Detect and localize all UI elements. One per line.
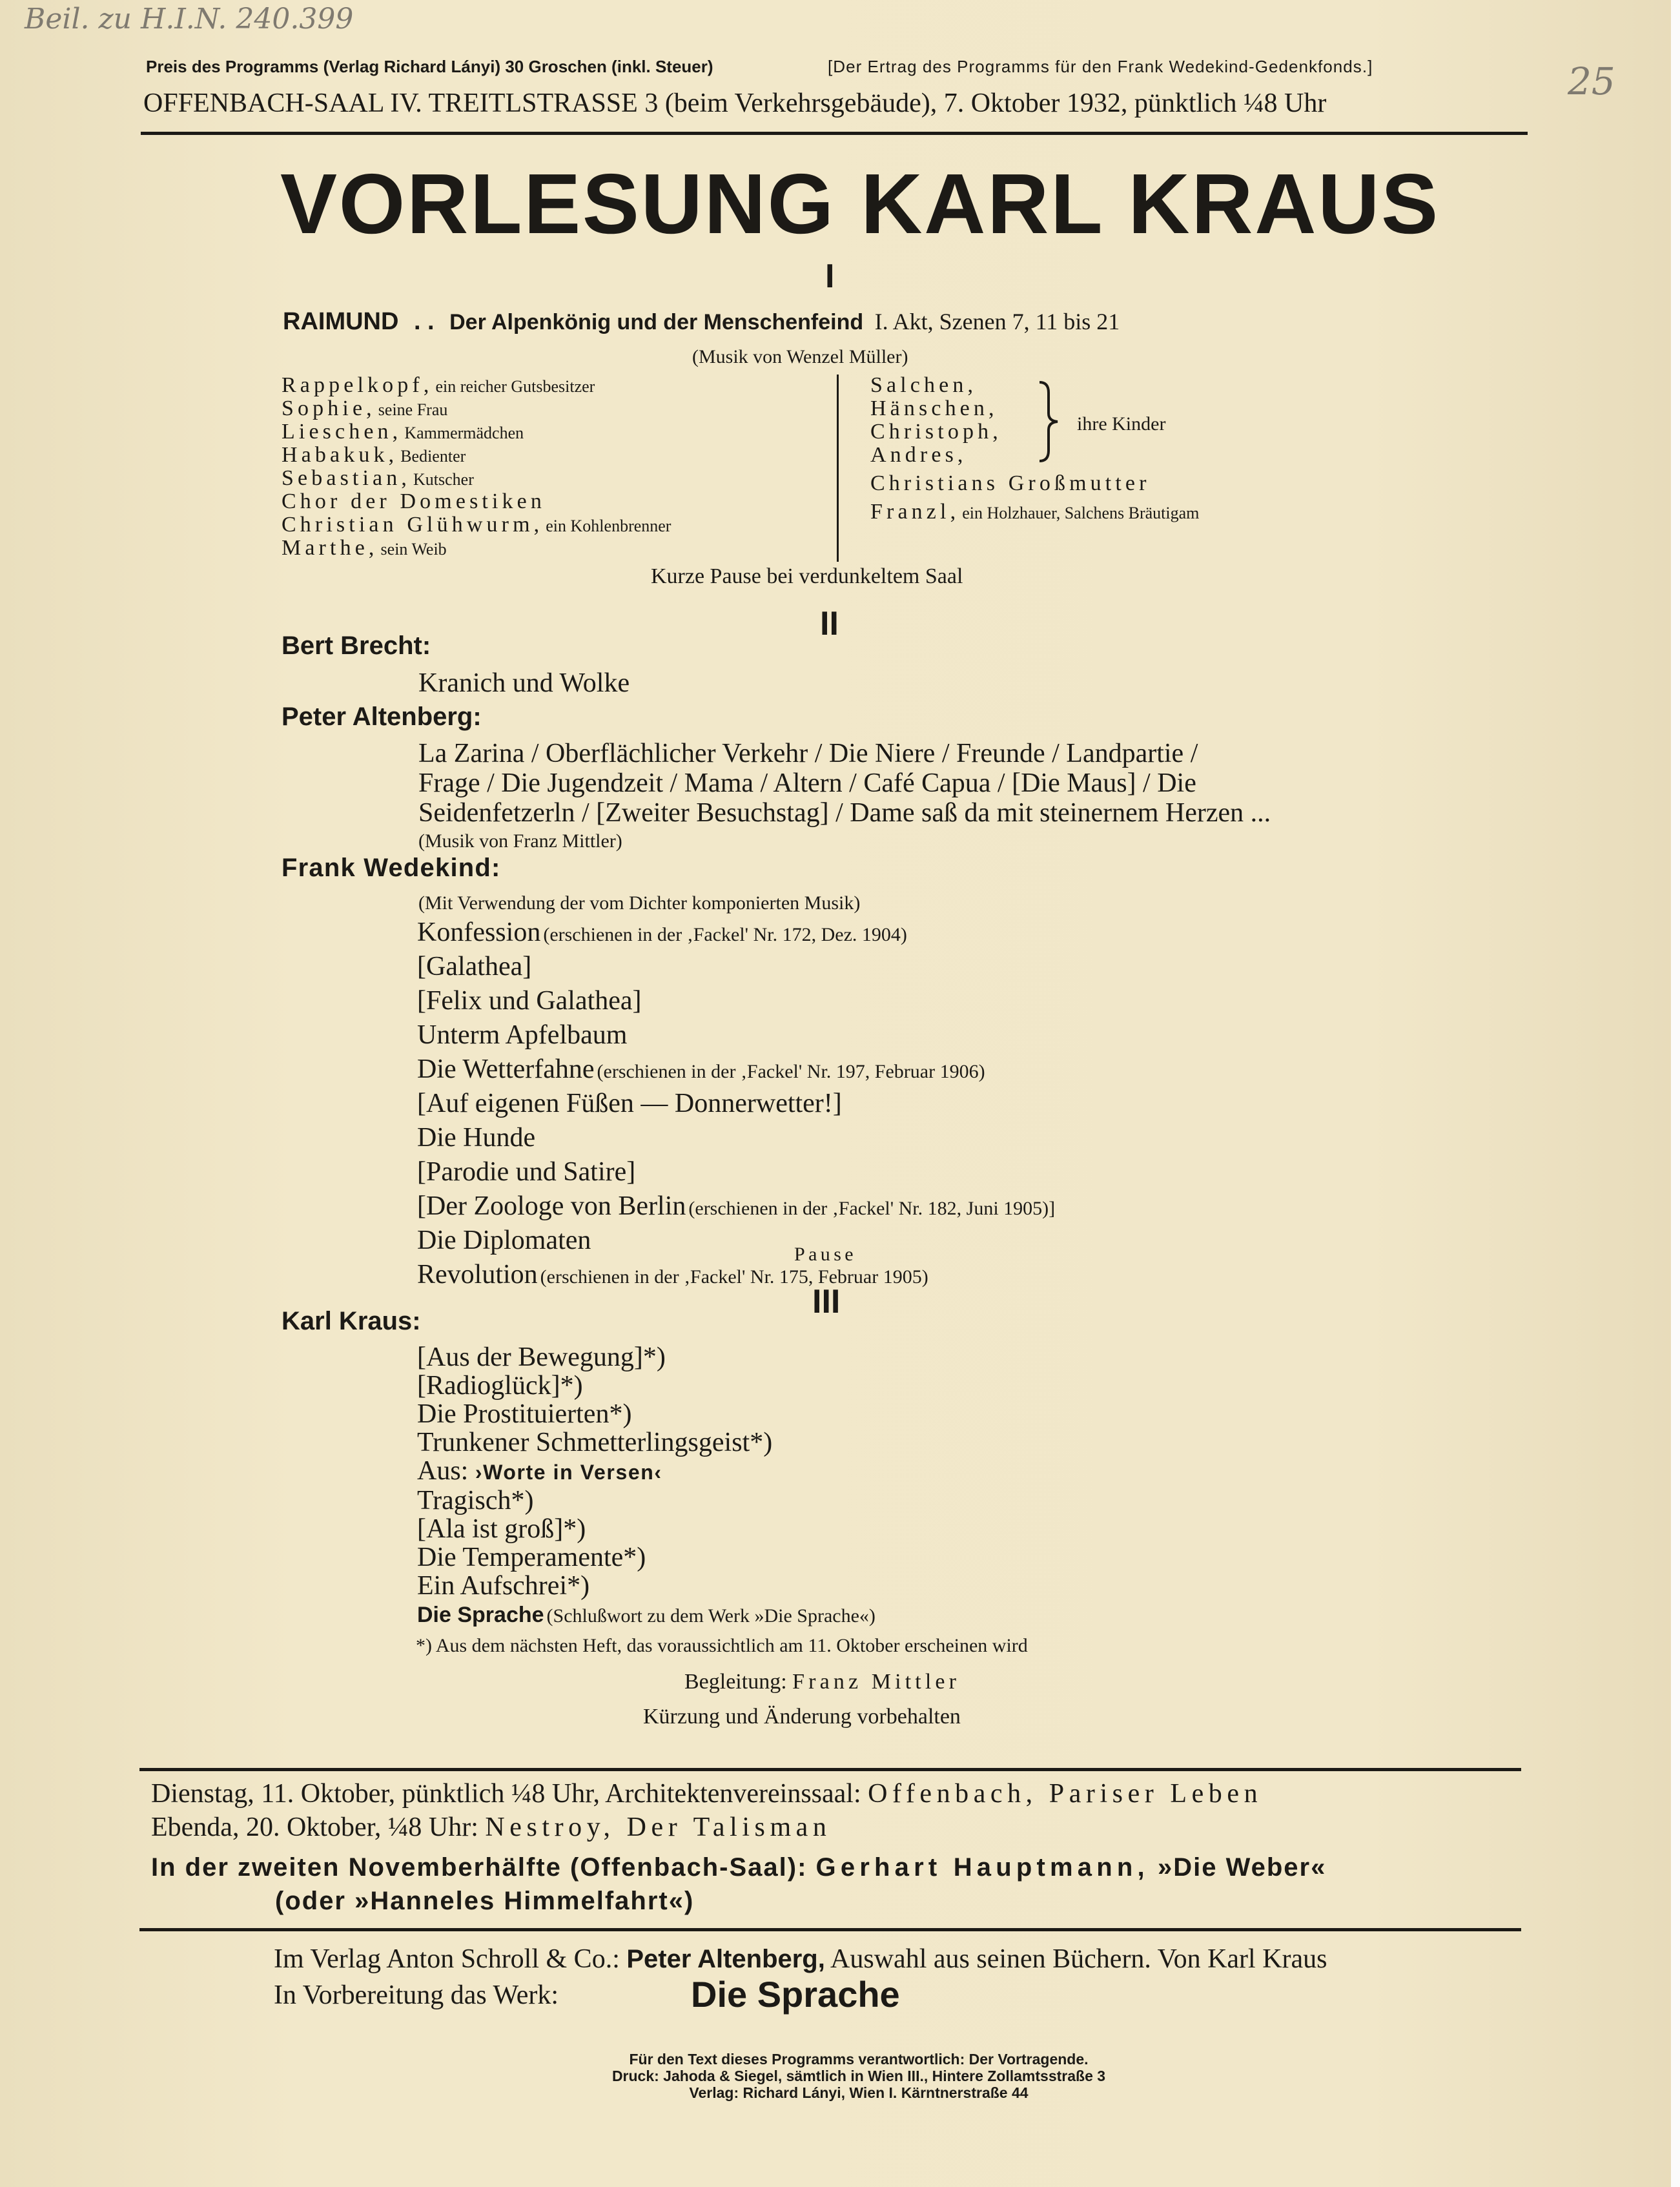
wedekind-item: Die Hunde	[417, 1123, 536, 1153]
announcement-4: (oder »Hanneles Himmelfahrt«)	[275, 1887, 695, 1915]
cast-item: Sebastian, Kutscher	[282, 466, 474, 490]
altenberg-line: Seidenfetzerln / [Zweiter Besuchstag] / Dame saß da mit steinernem Herzen ...	[418, 798, 1271, 828]
author-brecht: Bert Brecht:	[282, 631, 431, 660]
publisher-line-2: In Vorbereitung das Werk:	[274, 1980, 559, 2010]
cast-child: Hänschen,	[870, 396, 998, 420]
curly-brace-icon	[1036, 380, 1061, 464]
children-label: ihre Kinder	[1077, 413, 1166, 435]
work-alpenkoenig: Der Alpenkönig und der Menschenfeind	[449, 310, 864, 334]
proceeds-note: [Der Ertrag des Programms für den Frank Wedekind-Gedenkfonds.]	[828, 57, 1373, 76]
kraus-item: [Ala ist groß]*)	[417, 1514, 586, 1544]
wedekind-item: [Der Zoologe von Berlin (erschienen in der ‚Fackel' Nr. 182, Juni 1905)]	[417, 1191, 1056, 1221]
wedekind-item: Konfession (erschienen in der ‚Fackel' Nr. 172, Dez. 1904)	[417, 918, 907, 947]
announcements-rule-bottom	[139, 1928, 1521, 1931]
wedekind-item: Die Wetterfahne (erschienen in der ‚Fackel' Nr. 197, Februar 1906)	[417, 1054, 985, 1084]
wedekind-item: Unterm Apfelbaum	[417, 1020, 628, 1050]
altenberg-works	[418, 739, 1271, 828]
sprache-title: Die Sprache	[417, 1603, 544, 1627]
part-numeral-2: II	[820, 605, 839, 642]
cast-item: Habakuk, Bedienter	[282, 443, 466, 467]
announcements-rule-top	[139, 1768, 1521, 1771]
wedekind-item: [Felix und Galathea]	[417, 986, 642, 1016]
accompaniment	[684, 1670, 960, 1694]
cast-children	[870, 373, 1002, 466]
work-kranich: Kranich und Wolke	[418, 668, 630, 698]
wedekind-item: [Auf eigenen Füßen — Donnerwetter!]	[417, 1089, 842, 1118]
wedekind-note: (Mit Verwendung der vom Dichter komponierten Musik)	[418, 892, 861, 914]
venue-line: OFFENBACH-SAAL IV. TREITLSTRASSE 3 (beim Verkehrsgebäude), 7. Oktober 1932, pünktlich ¼8 Uhr	[143, 88, 1327, 118]
price-note: Preis des Programms (Verlag Richard Lányi) 30 Groschen (inkl. Steuer)	[146, 57, 713, 76]
cast-list-right	[870, 471, 1199, 528]
cast-child: Andres,	[870, 443, 967, 467]
author-wedekind: Frank Wedekind:	[282, 854, 501, 882]
kraus-item: Die Prostituierten*)	[417, 1399, 632, 1429]
publisher-sprache: Die Sprache	[691, 1974, 900, 2015]
wedekind-works	[417, 918, 1055, 1295]
pause-label: Pause	[794, 1244, 857, 1265]
author-altenberg: Peter Altenberg:	[282, 703, 482, 731]
announcement-1: Dienstag, 11. Oktober, pünktlich ¼8 Uhr, Architektenvereinssaal: Offenbach, Pariser Leben	[151, 1779, 1263, 1809]
scan-edge	[1671, 0, 1680, 2187]
pencil-annotation-top-left: Beil. zu H.I.N. 240.399	[25, 3, 354, 36]
imprint-line: Druck: Jahoda & Siegel, sämtlich in Wien III., Hintere Zollamtsstraße 3	[611, 2068, 1106, 2084]
imprint-line: Verlag: Richard Lányi, Wien I. Kärntnerstraße 44	[689, 2084, 1029, 2101]
kraus-item: Die Temperamente*)	[417, 1543, 646, 1572]
altenberg-line: Frage / Die Jugendzeit / Mama / Altern / Café Capua / [Die Maus] / Die	[418, 768, 1196, 798]
wedekind-item: [Galathea]	[417, 952, 532, 981]
wedekind-item: Revolution (erschienen in der ‚Fackel' Nr. 175, Februar 1905)	[417, 1260, 928, 1289]
sprache-line	[417, 1603, 876, 1628]
kraus-item: Ein Aufschrei*)	[417, 1571, 590, 1601]
cast-item: Christian Glühwurm, ein Kohlenbrenner	[282, 513, 671, 537]
scenes-note: I. Akt, Szenen 7, 11 bis 21	[874, 309, 1120, 334]
cast-item: Lieschen, Kammermädchen	[282, 420, 524, 444]
cast-child: Christoph,	[870, 420, 1002, 444]
author-raimund: RAIMUND	[283, 308, 399, 335]
accomp-name: Franz Mittler	[792, 1670, 961, 1694]
pause-note-1: Kurze Pause bei verdunkeltem Saal	[651, 564, 963, 588]
part-numeral-1: I	[825, 258, 835, 295]
altenberg-line: La Zarina / Oberflächlicher Verkehr / Die Niere / Freunde / Landpartie /	[418, 739, 1198, 768]
announcement-3: In der zweiten Novemberhälfte (Offenbach-Saal): Gerhart Hauptmann, »Die Weber«	[151, 1853, 1327, 1882]
announcement-2: Ebenda, 20. Oktober, ¼8 Uhr: Nestroy, Der Talisman	[151, 1812, 832, 1842]
cast-item: Marthe, sein Weib	[282, 536, 447, 560]
cast-child: Salchen,	[870, 373, 978, 397]
author-kraus: Karl Kraus:	[282, 1307, 421, 1335]
cast-divider	[837, 375, 839, 562]
accomp-label: Begleitung:	[684, 1670, 787, 1694]
raimund-heading	[283, 307, 1120, 336]
cast-item: Sophie, seine Frau	[282, 396, 448, 420]
header-rule	[141, 132, 1528, 135]
pencil-annotation-top-right: 25	[1568, 59, 1615, 103]
wedekind-item: [Parodie und Satire]	[417, 1157, 636, 1187]
kraus-item: [Radioglück]*)	[417, 1371, 583, 1401]
kraus-item: Tragisch*)	[417, 1486, 534, 1515]
cast-item: Chor der Domestiken	[282, 489, 546, 513]
wedekind-item: Die Diplomaten	[417, 1226, 591, 1255]
heading-dots: . .	[413, 308, 435, 335]
kraus-item-aus: Aus: ›Worte in Versen‹	[417, 1456, 662, 1486]
cast-item: Rappelkopf, ein reicher Gutsbesitzer	[282, 373, 595, 397]
music-note-raimund: (Musik von Wenzel Müller)	[692, 346, 908, 367]
publisher-line-1: Im Verlag Anton Schroll & Co.: Peter Altenberg, Auswahl aus seinen Büchern. Von Karl Kraus	[274, 1944, 1327, 1974]
imprint-line: Für den Text dieses Programms verantwortlich: Der Vortragende.	[629, 2051, 1089, 2068]
reservation-note: Kürzung und Änderung vorbehalten	[643, 1705, 961, 1729]
cast-list-left	[282, 373, 671, 559]
page-title: VORLESUNG KARL KRAUS	[280, 156, 1440, 251]
sprache-note: (Schlußwort zu dem Werk »Die Sprache«)	[546, 1605, 876, 1627]
kraus-item: Trunkener Schmetterlingsgeist*)	[417, 1428, 773, 1457]
imprint	[536, 2051, 1182, 2101]
music-note-altenberg: (Musik von Franz Mittler)	[418, 830, 622, 852]
part-numeral-3: III	[812, 1283, 841, 1320]
kraus-works	[417, 1343, 772, 1600]
cast-item: Franzl, ein Holzhauer, Salchens Bräutigam	[870, 500, 1200, 524]
footnote: *) Aus dem nächsten Heft, das voraussichtlich am 11. Oktober erscheinen wird	[416, 1635, 1028, 1656]
kraus-item: [Aus der Bewegung]*)	[417, 1342, 666, 1372]
cast-item: Christians Großmutter	[870, 471, 1151, 495]
